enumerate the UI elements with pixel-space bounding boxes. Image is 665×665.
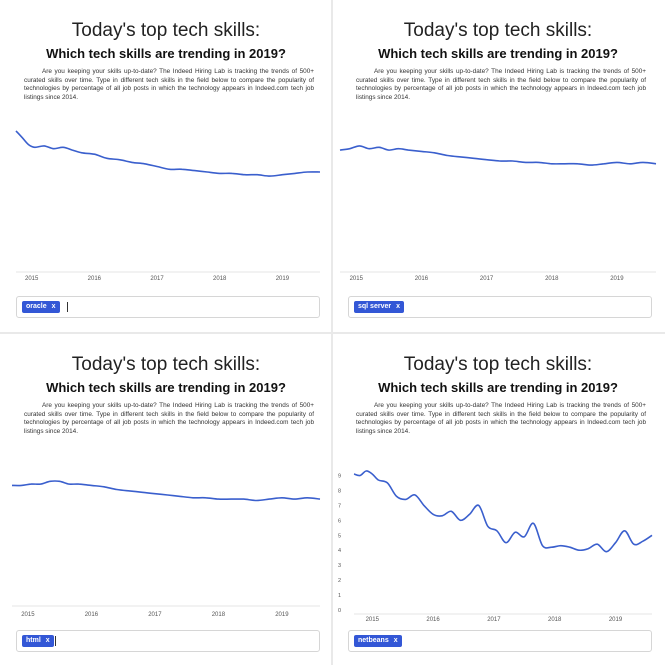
description-text: Are you keeping your skills up-to-date? The Indeed Hiring Lab is tracking the trends of 500+ curated skills over time. Type in different tech skills in the field below to compare the popularity of technologies by percentage of all job posts in which the technology appears in Indeed.com tech job listings since 2014. [356, 68, 646, 101]
x-tick-label: 2015 [349, 276, 363, 282]
trend-chart [334, 454, 662, 624]
skill-tag[interactable] [354, 635, 402, 647]
x-tick-label: 2017 [148, 612, 162, 618]
skill-search-input[interactable] [348, 630, 652, 652]
skill-tag-label: oracle [26, 303, 47, 310]
text-caret [55, 636, 56, 646]
y-tick-label: 2 [338, 578, 342, 585]
trend-chart [2, 454, 330, 624]
trend-chart [2, 120, 330, 290]
x-tick-label: 2018 [548, 617, 562, 623]
x-tick-label: 2019 [610, 276, 624, 282]
panel-divider-horizontal [0, 332, 665, 334]
series-line [12, 481, 320, 501]
y-tick-label: 6 [338, 518, 342, 525]
skill-search-input[interactable] [16, 296, 320, 318]
x-tick-label: 2019 [275, 612, 289, 618]
description-text: Are you keeping your skills up-to-date? The Indeed Hiring Lab is tracking the trends of 500+ curated skills over time. Type in different tech skills in the field below to compare the popularity of technologies by percentage of all job posts in which the technology appears in Indeed.com tech job listings since 2014. [24, 68, 314, 101]
x-tick-label: 2016 [426, 617, 440, 623]
skill-tag[interactable] [354, 301, 404, 313]
skill-search-input[interactable] [348, 296, 652, 318]
trend-chart-svg [2, 454, 330, 624]
page-subtitle: Which tech skills are trending in 2019? [46, 380, 286, 395]
close-icon[interactable]: x [393, 637, 398, 644]
page-subtitle: Which tech skills are trending in 2019? [46, 46, 286, 61]
skill-tag[interactable] [22, 301, 60, 313]
close-icon[interactable]: x [396, 303, 400, 310]
trend-chart-svg [334, 120, 662, 290]
y-tick-label: 1 [338, 593, 342, 600]
series-line [340, 146, 656, 165]
chart-panel [2, 2, 330, 330]
description-text: Are you keeping your skills up-to-date? The Indeed Hiring Lab is tracking the trends of 500+ curated skills over time. Type in different tech skills in the field below to compare the popularity of technologies by percentage of all job posts in which the technology appears in Indeed.com tech job listings since 2014. [356, 402, 646, 435]
series-line [354, 471, 652, 552]
x-tick-label: 2018 [545, 276, 559, 282]
x-tick-label: 2017 [479, 276, 494, 282]
trend-chart [334, 120, 662, 290]
x-tick-label: 2016 [87, 276, 102, 282]
skill-tag-label: netbeans [358, 637, 389, 644]
x-tick-label: 2017 [487, 617, 501, 623]
close-icon[interactable]: x [45, 637, 50, 644]
x-tick-label: 2015 [24, 276, 39, 282]
page-title: Today's top tech skills: [403, 20, 593, 41]
y-tick-label: 9 [338, 473, 342, 480]
x-tick-label: 2015 [365, 617, 379, 623]
skill-tag-label: sql server [358, 303, 392, 310]
page-subtitle: Which tech skills are trending in 2019? [378, 46, 618, 61]
x-tick-label: 2015 [21, 612, 35, 618]
x-tick-label: 2017 [150, 276, 164, 282]
x-tick-label: 2019 [608, 617, 623, 623]
x-tick-label: 2018 [213, 276, 227, 282]
x-tick-label: 2016 [414, 276, 429, 282]
text-caret [67, 302, 68, 312]
y-tick-label: 4 [338, 548, 342, 555]
x-tick-label: 2016 [84, 612, 99, 618]
skill-tag[interactable] [22, 635, 54, 647]
close-icon[interactable]: x [51, 303, 56, 310]
x-tick-label: 2019 [275, 276, 290, 282]
page-title: Today's top tech skills: [71, 20, 261, 41]
trend-chart-svg [334, 454, 662, 624]
x-tick-label: 2018 [211, 612, 226, 618]
y-tick-label: 8 [338, 488, 342, 495]
skill-tag-label: html [26, 637, 41, 644]
skill-search-input[interactable] [16, 630, 320, 652]
description-text: Are you keeping your skills up-to-date? The Indeed Hiring Lab is tracking the trends of 500+ curated skills over time. Type in different tech skills in the field below to compare the popularity of technologies by percentage of all job posts in which the technology appears in Indeed.com tech job listings since 2014. [24, 402, 314, 435]
y-tick-label: 7 [338, 503, 342, 510]
chart-panel [334, 336, 662, 664]
series-line [16, 131, 320, 176]
y-tick-label: 5 [338, 533, 342, 540]
page-title: Today's top tech skills: [71, 354, 261, 375]
chart-panel [2, 336, 330, 664]
y-tick-label: 3 [338, 563, 342, 570]
y-tick-label: 0 [338, 608, 342, 614]
trend-chart-svg [2, 120, 330, 290]
page-title: Today's top tech skills: [403, 354, 593, 375]
page-subtitle: Which tech skills are trending in 2019? [378, 380, 618, 395]
chart-panel [334, 2, 662, 330]
